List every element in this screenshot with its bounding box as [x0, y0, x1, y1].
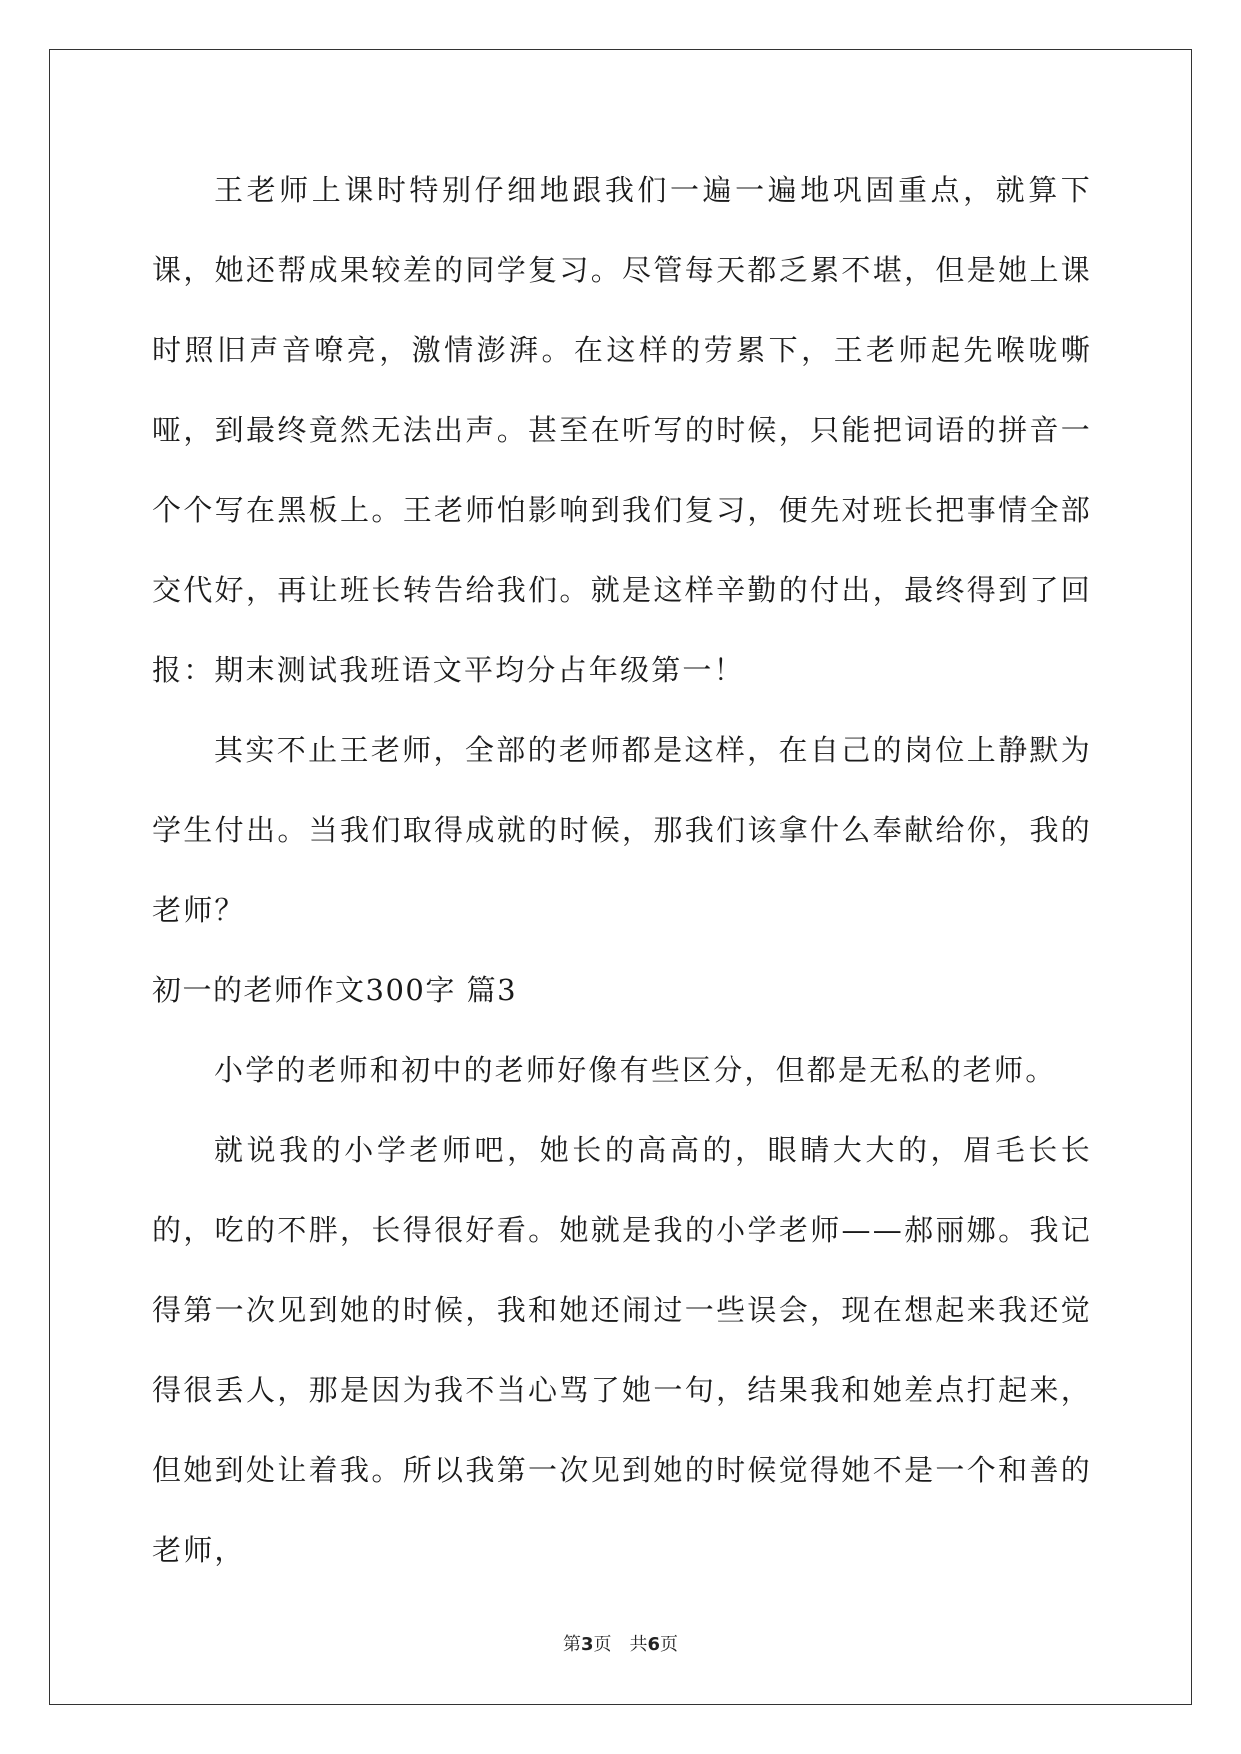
current-page-number: 3 [580, 1634, 594, 1655]
paragraph-1: 王老师上课时特别仔细地跟我们一遍一遍地巩固重点，就算下课，她还帮成果较差的同学复习。尽管每天都乏累不堪，但是她上课时照旧声音嘹亮，激情澎湃。在这样的劳累下，王老师起先喉咙嘶哑，到最终竟然无法出声。甚至在听写的时候，只能把词语的拼音一个个写在黑板上。王老师怕影响到我们复习，便先对班长把事情全部交代好，再让班长转告给我们。就是这样辛勤的付出，最终得到了回报：期末测试我班语文平均分占年级第一！ [152, 173, 1092, 687]
total-pages-number: 6 [647, 1634, 661, 1655]
section-title: 初一的老师作文300字 篇3 [152, 973, 518, 1007]
document-body [152, 150, 1092, 1590]
footer-suffix: 页 [660, 1634, 679, 1655]
footer-middle: 页 共 [593, 1634, 648, 1655]
page-footer [0, 1630, 1241, 1656]
footer-prefix: 第 [562, 1634, 581, 1655]
paragraph-2: 其实不止王老师，全部的老师都是这样，在自己的岗位上静默为学生付出。当我们取得成就的时候，那我们该拿什么奉献给你，我的老师？ [152, 733, 1092, 927]
section-paragraph-2: 就说我的小学老师吧，她长的高高的，眼睛大大的，眉毛长长的，吃的不胖，长得很好看。她就是我的小学老师——郝丽娜。我记得第一次见到她的时候，我和她还闹过一些误会，现在想起来我还觉得很丢人，那是因为我不当心骂了她一句，结果我和她差点打起来，但她到处让着我。所以我第一次见到她的时候觉得她不是一个和善的老师， [152, 1133, 1092, 1567]
section-paragraph-1: 小学的老师和初中的老师好像有些区分，但都是无私的老师。 [214, 1053, 1057, 1087]
